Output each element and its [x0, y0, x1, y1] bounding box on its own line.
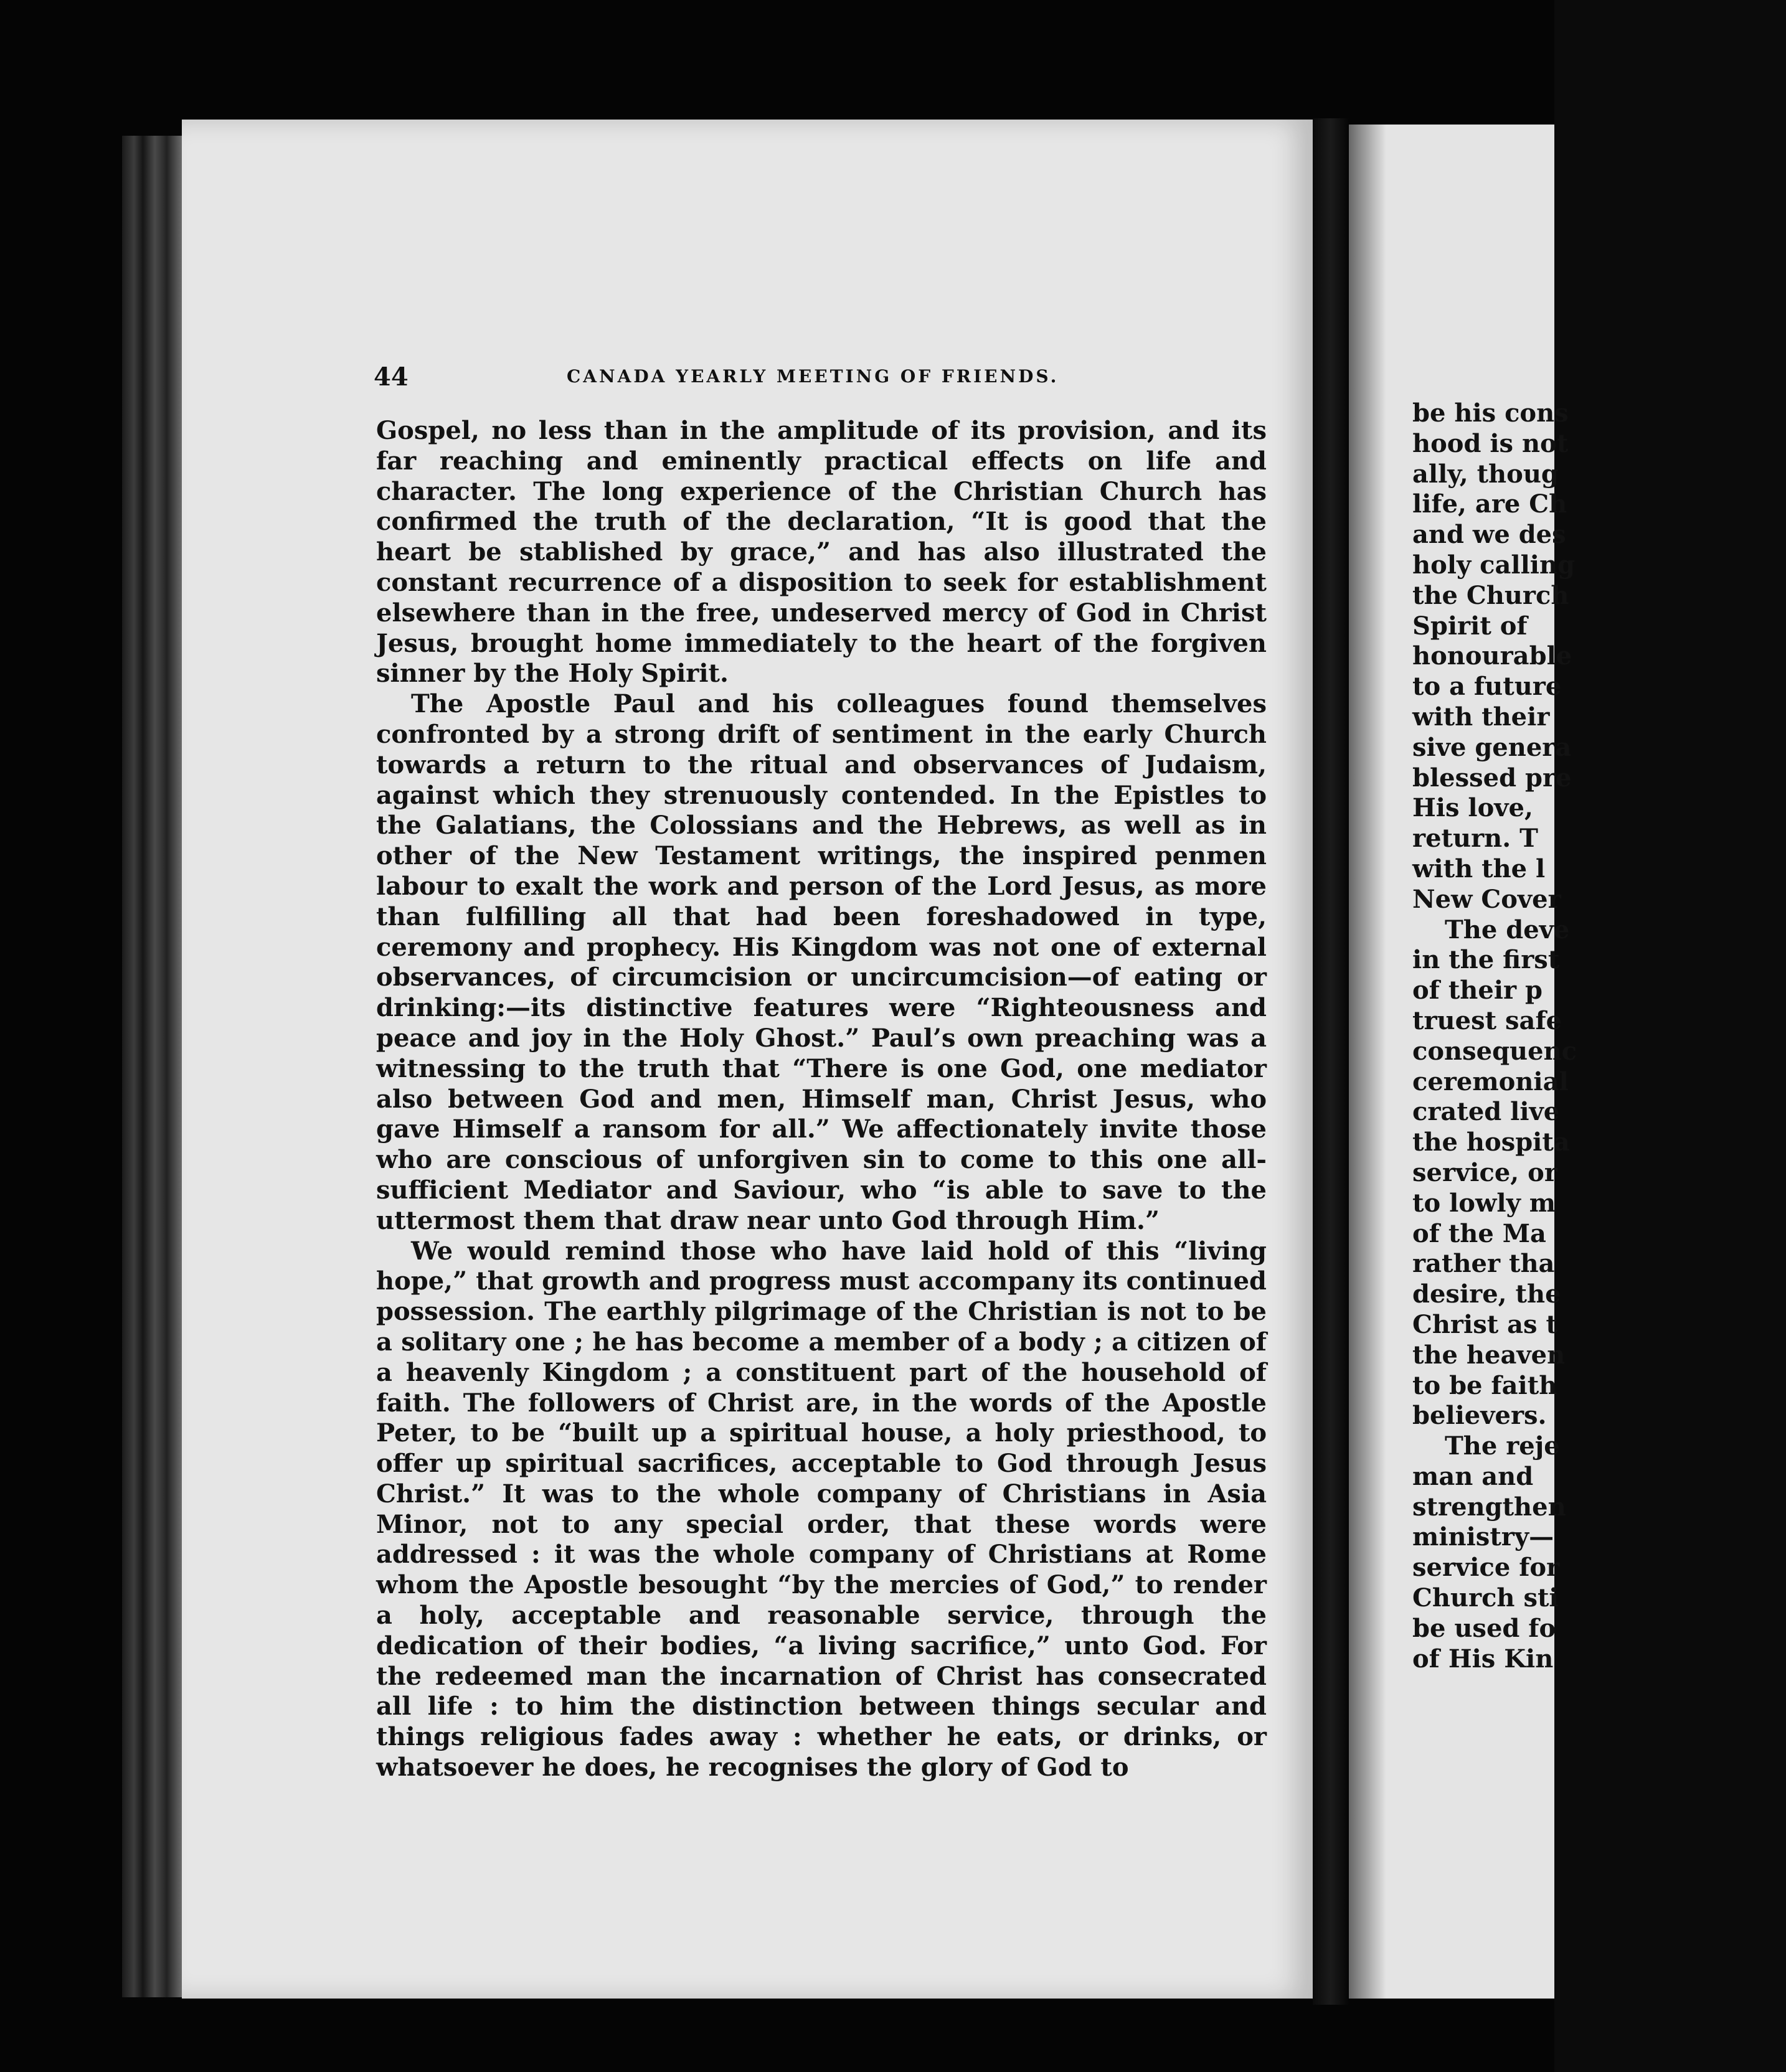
- right-page-line: Church sti: [1412, 1583, 1559, 1613]
- right-page-gutter-shadow: [1349, 125, 1386, 1999]
- right-page-line: to be faith: [1412, 1370, 1557, 1400]
- right-page-line: the hospita: [1412, 1128, 1570, 1157]
- right-page-line: believers.: [1412, 1401, 1547, 1431]
- right-page-line: the heaven: [1412, 1340, 1566, 1370]
- right-page-line: to a future: [1412, 672, 1562, 702]
- right-page-line: life, are Ch: [1412, 489, 1567, 519]
- right-page-line: holy calling: [1412, 550, 1576, 580]
- paragraph-3: We would remind those who have laid hold of this “living hope,” that growth and progress must accompany its continued possession. The earthly pilgrimage of the Christian is not to be a solitary one ; he has become a member of a body ; a citizen of a heavenly Kingdom ; a constituent part of the household of faith. The followers of Christ are, in the words of the Apostle Peter, to be “built up a spiritual house, a holy priesthood, to offer up spiritual sacrifices, acceptable to God through Jesus Christ.” It was to the whole company of Christians in Asia Minor, not to any special order, that these words were addressed : it was the whole company of Christians at Rome whom the Apostle besought “by the mercies of God,” to render a holy, acceptable and reasonable service, through the dedication of their bodies, “a living sacrifice,” unto God. For the redeemed man the incarnation of Christ has consecrated all life : to him the distinction between things secular and things religious fades away : whether he eats, or drinks, or whatsoever he does, he recognises the glory of God to: [376, 1236, 1267, 1782]
- right-page-line: man and: [1412, 1461, 1534, 1491]
- right-page-line: His love,: [1412, 793, 1533, 823]
- right-page-line: blessed pre: [1412, 763, 1572, 793]
- right-page-line: ceremonial: [1412, 1067, 1569, 1096]
- right-page-line: desire, the: [1412, 1279, 1561, 1309]
- right-page-line: service for: [1412, 1553, 1560, 1583]
- right-page-line: of His Kin: [1412, 1644, 1554, 1674]
- book-gutter: [1313, 118, 1349, 2005]
- right-page-line: with their: [1412, 702, 1550, 732]
- right-page-line: to lowly m: [1412, 1188, 1556, 1218]
- running-title: CANADA YEARLY MEETING OF FRIENDS.: [567, 366, 1059, 387]
- right-page-line: Christ as t: [1412, 1309, 1557, 1339]
- right-page-line: service, or: [1412, 1157, 1557, 1187]
- right-page-line: strengthen: [1412, 1492, 1566, 1522]
- right-page-line: return. T: [1412, 824, 1538, 854]
- right-page-line: sive genera: [1412, 732, 1572, 762]
- paragraph-2: The Apostle Paul and his colleagues found themselves confronted by a strong drift of sentiment in the early Church towards a return to the ritual and observances of Judaism, against which they strenuously contended. In the Epistles to the Galatians, the Colossians and the Hebrews, as well as in other of the New Testament writings, the inspired penmen labour to exalt the work and person of the Lord Jesus, as more than fulfilling all that had been foreshadowed in type, ceremony and prophecy. His Kingdom was not one of external observances, of circumcision or uncircumcision—of eating or drinking:—its distinctive features were “Righteousness and peace and joy in the Holy Ghost.” Paul’s own preaching was a witnessing to the truth that “There is one God, one mediator also between God and men, Himself man, Christ Jesus, who gave Himself a ransom for all.” We affectionately invite those who are conscious of unforgiven sin to come to this one all-sufficient Mediator and Saviour, who “is able to save to the uttermost them that draw near unto God through Him.”: [376, 689, 1267, 1235]
- right-page-line: rather tha: [1412, 1249, 1555, 1279]
- page-number: 44: [374, 362, 409, 392]
- left-page-body: [376, 416, 1267, 1783]
- page-header: [374, 362, 1258, 400]
- right-page-line: be his cons: [1412, 398, 1569, 428]
- right-page-line: Spirit of: [1412, 611, 1528, 641]
- book-spine-edge: [122, 136, 182, 1997]
- right-page-line: with the l: [1412, 854, 1546, 883]
- right-page-line: the Church: [1412, 580, 1569, 610]
- right-page-line: New Cover: [1412, 884, 1561, 914]
- right-page-line: and we des: [1412, 520, 1566, 550]
- right-page-line: of their p: [1412, 976, 1543, 1005]
- right-page-line: of the Ma: [1412, 1218, 1546, 1248]
- right-page-line: be used fo: [1412, 1613, 1556, 1643]
- right-page-line: truest safe: [1412, 1005, 1562, 1035]
- right-page-line: honourable: [1412, 641, 1572, 671]
- right-page-line: hood is not: [1412, 428, 1569, 458]
- paragraph-1: Gospel, no less than in the amplitude of its provision, and its far reaching and eminently practical effects on life and character. The long experience of the Christian Church has confirmed the truth of the declaration, “It is good that the heart be stablished by grace,” and has also illustrated the constant recurrence of a disposition to seek for establishment elsewhere than in the free, undeserved mercy of God in Christ Jesus, brought home immediately to the heart of the forgiven sinner by the Holy Spirit.: [376, 416, 1267, 689]
- right-page-line: The deve: [1445, 915, 1570, 944]
- right-page-line: ally, thoug: [1412, 459, 1559, 489]
- right-page-line: crated live: [1412, 1097, 1560, 1127]
- right-page-line: ministry—: [1412, 1522, 1554, 1552]
- right-page-line: consequenc: [1412, 1036, 1577, 1066]
- right-page-body: [1412, 398, 1786, 1674]
- right-page-line: The reje: [1445, 1431, 1560, 1461]
- right-page-line: in the first: [1412, 945, 1560, 975]
